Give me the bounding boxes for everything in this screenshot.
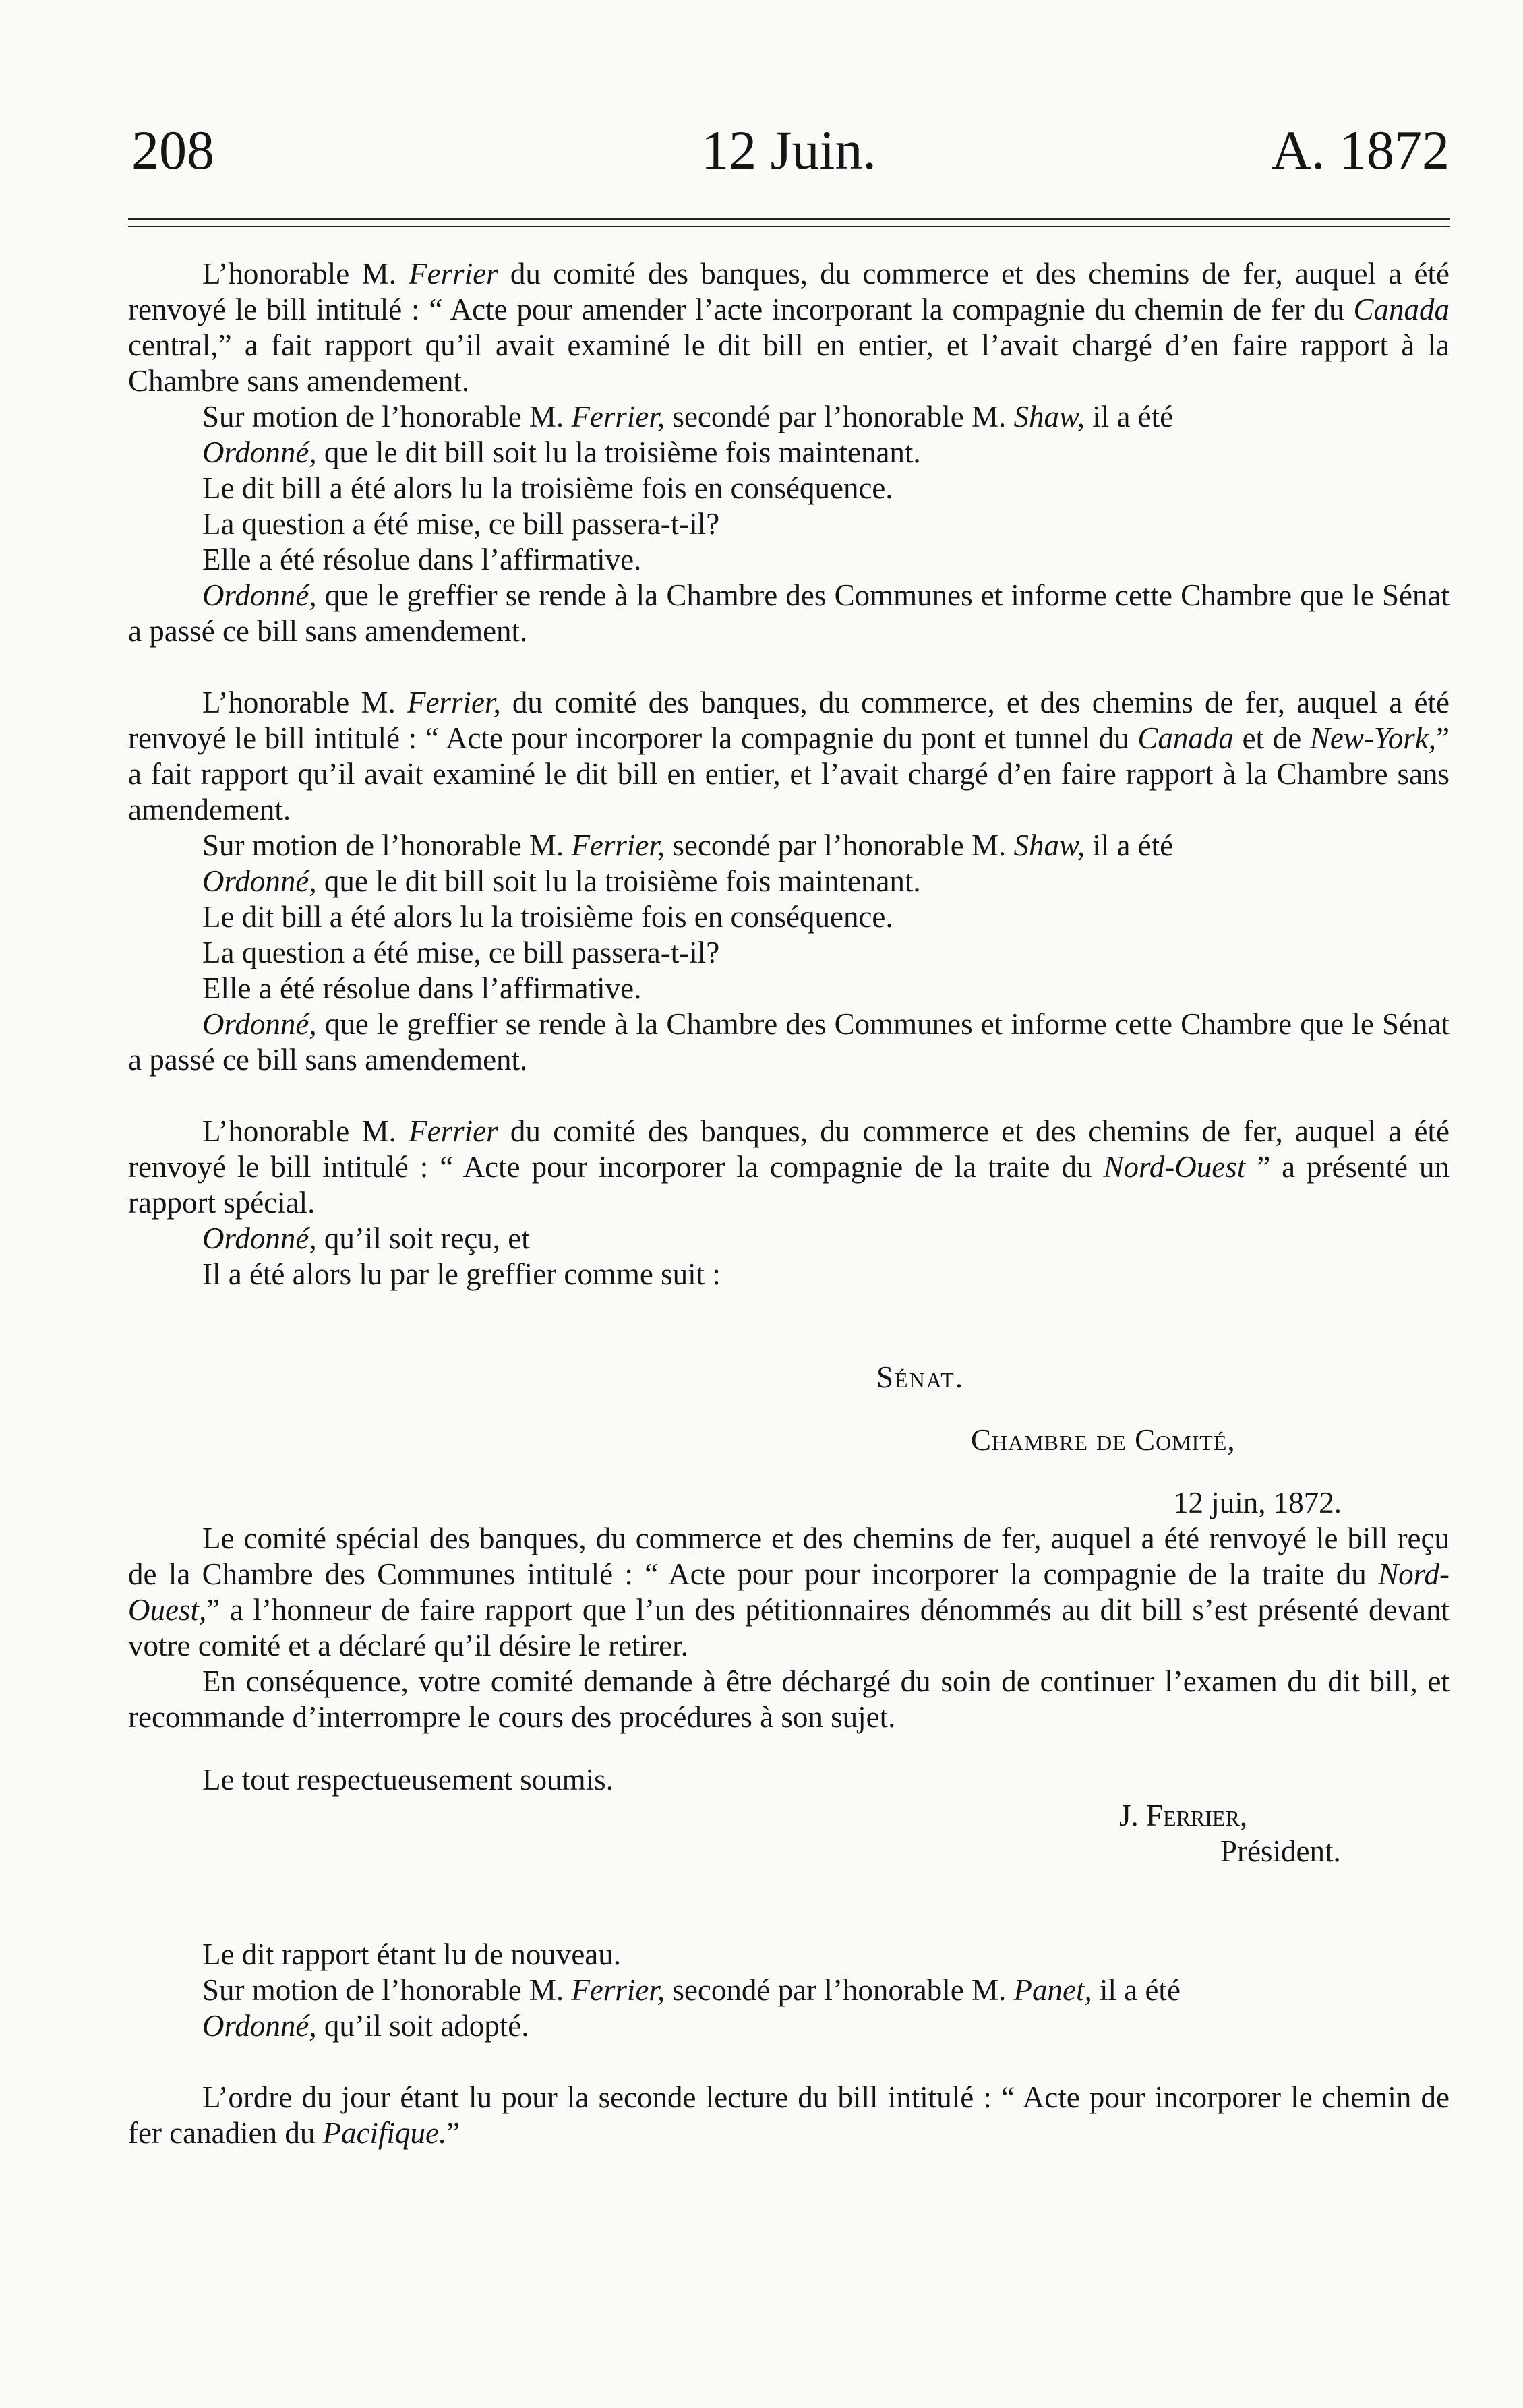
signature-name: J. Ferrier, [1119,1799,1248,1832]
spacer [128,1292,1450,1360]
header-rule-thin [128,226,1450,227]
report-senat-heading: Sénat. [876,1360,965,1394]
motion-line: Sur motion de l’honorable M. Ferrier, secondé par l’honorable M. Shaw, il a été [202,400,1174,433]
header-rule [128,218,1450,220]
page-header [128,113,1450,187]
ferrier-report-paragraph-2: L’honorable M. Ferrier, du comité des banques, du commerce, et des chemins de fer, auquel a été renvoyé le bill intitulé : “ Acte pour incorporer la compagnie du pont et tunnel du Canada et de New-York,” a fait rapport qu’il avait examiné le dit bill en entier, et l’avait chargé d’en faire rapport à la Chambre sans amendement. [128,686,1450,826]
third-reading-line: Le dit bill a été alors lu la troisième fois en conséquence. [202,471,893,505]
third-reading-line: Le dit bill a été alors lu la troisième fois en conséquence. [202,900,893,934]
motion-line: Sur motion de l’honorable M. Ferrier, secondé par l’honorable M. Shaw, il a été [202,829,1174,862]
question-line: La question a été mise, ce bill passera-t-il? [202,936,720,969]
read-by-clerk-line: Il a été alors lu par le greffier comme suit : [202,1257,721,1291]
clerk-ordered-paragraph: Ordonné, que le greffier se rende à la Chambre des Communes et informe cette Chambre que le Sénat a passé ce bill sans amendement. [128,578,1450,648]
document-page [128,0,1450,2408]
question-line: La question a été mise, ce bill passera-t-il? [202,507,720,541]
report-read-again-line: Le dit rapport étant lu de nouveau. [202,1937,622,1971]
report-paragraph-2: En conséquence, votre comité demande à être déchargé du soin de continuer l’examen du dit bill, et recommande d’interrompre le cours des procédures à son sujet. [128,1664,1450,1734]
spacer [128,2044,1450,2080]
report-chambre-heading: Chambre de Comité, [971,1423,1236,1457]
motion-line: Sur motion de l’honorable M. Ferrier, secondé par l’honorable M. Panet, il a été [202,1973,1181,2007]
header-year: A. 1872 [1271,119,1450,181]
resolved-line: Elle a été résolue dans l’affirmative. [202,543,642,576]
report-date: 12 juin, 1872. [1173,1486,1342,1519]
signature-title: Président. [1220,1834,1341,1868]
ordered-adopted-line: Ordonné, qu’il soit adopté. [202,2009,529,2043]
header-date: 12 Juin. [701,119,876,181]
document-body [128,256,1450,2151]
report-submitted-line: Le tout respectueusement soumis. [202,1763,614,1797]
spacer [128,649,1450,685]
spacer [128,1078,1450,1114]
resolved-line: Elle a été résolue dans l’affirmative. [202,971,642,1005]
clerk-ordered-paragraph: Ordonné, que le greffier se rende à la Chambre des Communes et informe cette Chambre que le Sénat a passé ce bill sans amendement. [128,1007,1450,1077]
report-paragraph-1: Le comité spécial des banques, du commerce et des chemins de fer, auquel a été renvoyé le bill reçu de la Chambre des Communes intitulé : “ Acte pour pour incorporer la compagnie de la traite du Nord-Ouest,” a l’honneur de faire rapport que l’un des pétitionnaires dénommés au dit bill s’est présenté devant votre comité et a déclaré qu’il désire le retirer. [128,1522,1450,1662]
spacer [128,1735,1450,1762]
ordered-line: Ordonné, que le dit bill soit lu la troisième fois maintenant. [202,435,921,469]
page-number: 208 [131,119,214,181]
ordered-line: Ordonné, qu’il soit reçu, et [202,1222,530,1255]
spacer [128,1458,1450,1485]
ferrier-special-report-paragraph: L’honorable M. Ferrier du comité des banques, du commerce et des chemins de fer, auquel a été renvoyé le bill intitulé : “ Acte pour incorporer la compagnie de la traite du Nord-Ouest ” a présenté un rapport spécial. [128,1114,1450,1220]
spacer [128,1869,1450,1937]
order-of-day-paragraph: L’ordre du jour étant lu pour la seconde lecture du bill intitulé : “ Acte pour incorporer le chemin de fer canadien du Pacifique.” [128,2080,1450,2150]
spacer [128,1395,1450,1422]
ferrier-report-paragraph-1: L’honorable M. Ferrier du comité des banques, du commerce et des chemins de fer, auquel a été renvoyé le bill intitulé : “ Acte pour amender l’acte incorporant la compagnie du chemin de fer du Canada central,” a fait rapport qu’il avait examiné le dit bill en entier, et l’avait chargé d’en faire rapport à la Chambre sans amendement. [128,257,1450,398]
ordered-line: Ordonné, que le dit bill soit lu la troisième fois maintenant. [202,864,921,898]
